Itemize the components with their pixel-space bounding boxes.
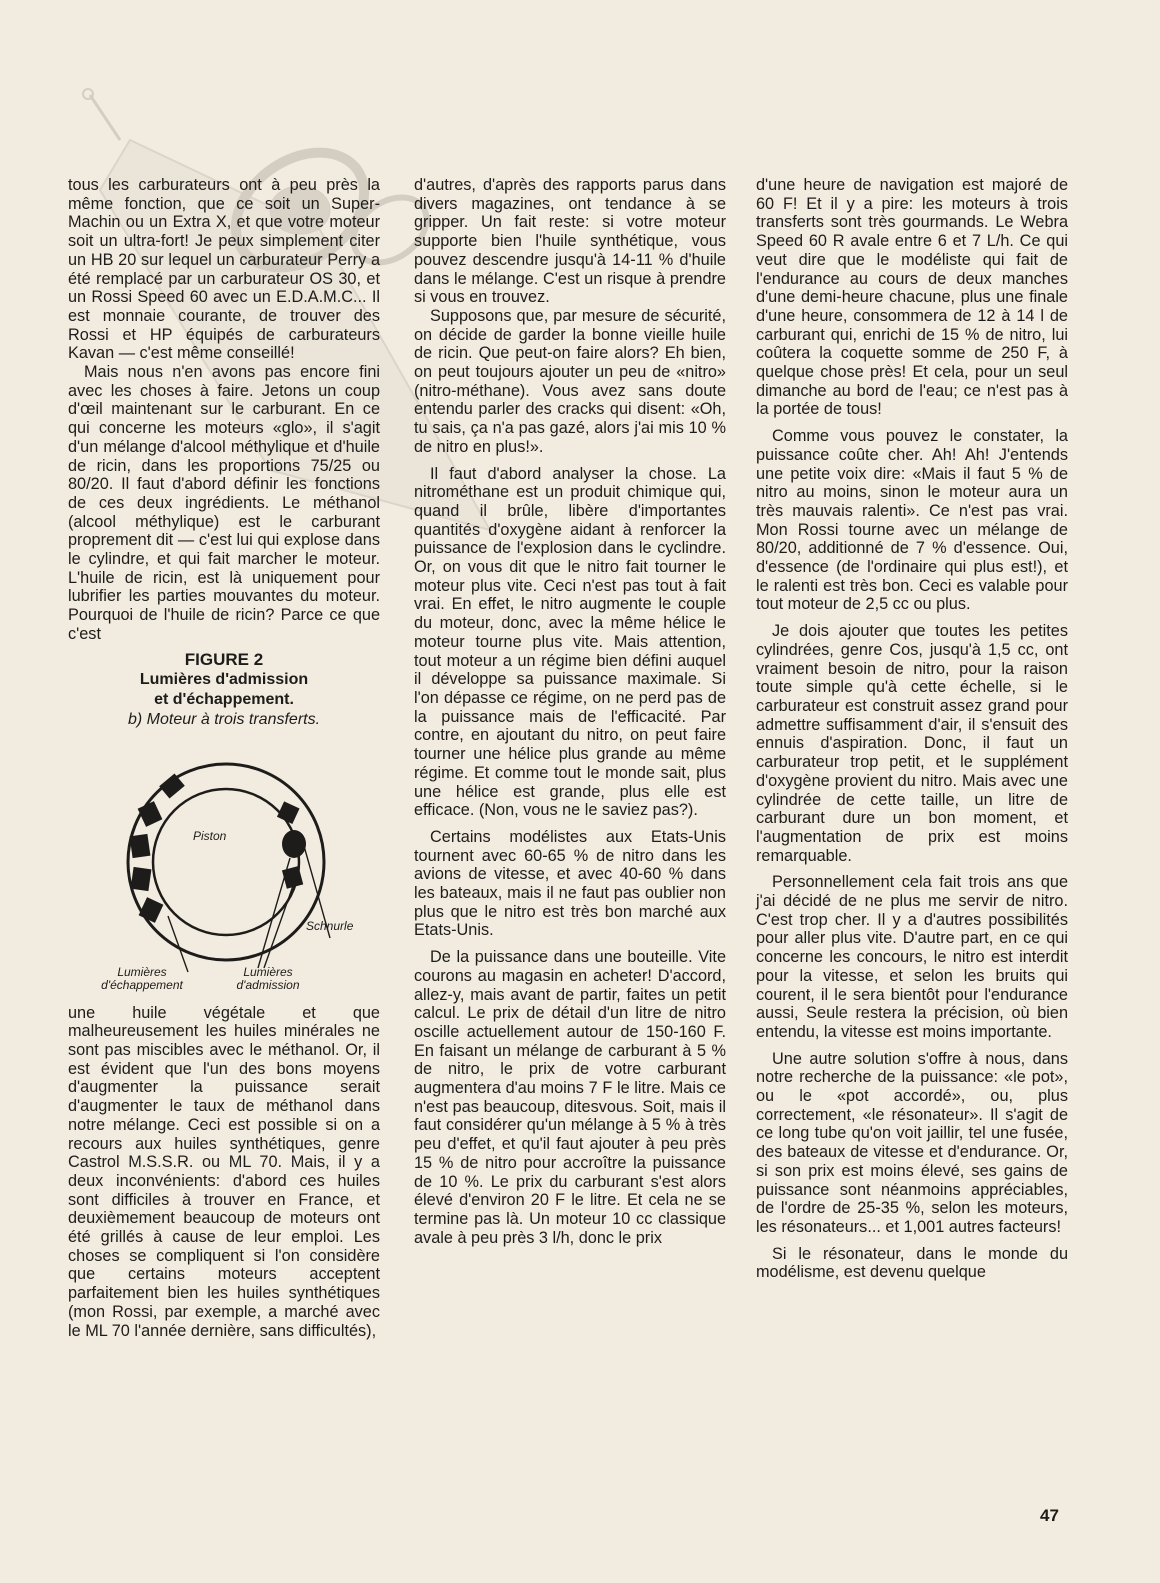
paragraph: Supposons que, par mesure de sécurité, on décide de garder la bonne vieille huile de ricin. Que peut-on faire alors? Eh bien, on peut toujours ajouter un peu de «nitro» (nitro-méthane). Vous avez sans doute entendu parler des cracks qui disent: «Oh, tu sais, ça n'a pas gazé, alors j'ai mis 10 % de nitro en plus!». — [414, 306, 726, 456]
exhaust-ports — [130, 773, 185, 922]
intake-ports — [277, 801, 306, 888]
paragraph: Mais nous n'en avons pas encore fini avec les choses à faire. Jetons un coup d'œil maintenant sur le carburant. En ce qui concerne les moteurs «glo», il s'agit d'un mélange d'alcool méthylique et d'huile de ricin, dans les proportions 75/25 ou 80/20. Il faut d'abord définir les fonctions de ces deux ingrédients. Le méthanol (alcool méthylique) est le carburant proprement dit — c'est lui qui explose dans le cylindre, et qui fait marcher le moteur. L'huile de ricin, est là uniquement pour lubrifier les parties mouvantes du moteur. Pourquoi de l'huile de ricin? Parce ce que c'est — [68, 363, 380, 643]
figure-subtitle-line-2: et d'échappement. — [154, 690, 294, 708]
paragraph: d'autres, d'après des rapports parus dans divers magazines, ont tendance à se gripper. Un fait reste: si votre moteur supporte bien l'huile synthétique, vous pouvez descendre jusqu'à 14-11 % d'huile dans le mélange. C'est un risque à prendre si vous en trouvez. — [414, 176, 726, 307]
label-exhaust-line-1: Lumières — [117, 964, 167, 979]
label-exhaust-ports — [82, 966, 202, 992]
diagram-svg — [68, 738, 380, 1000]
paragraph: Une autre solution s'offre à nous, dans notre recherche de la puissance: «le pot», ou le «pot accordé», ou, plus correctement, «le résonateur». Il s'agit de ce long tube qu'on voit jaillir, tel une fusée, des bateaux de vitesse et d'endurance. Or, si son prix est moins élevé, ses gains de puissance sont néanmoins appréciables, de l'ordre de 25-35 %, selon les moteurs, les résonateurs... et 1,001 autres facteurs! — [756, 1049, 1068, 1236]
exhaust-port — [159, 773, 185, 798]
cylinder-outline — [128, 764, 324, 960]
paragraph: Il faut d'abord analyser la chose. La nitrométhane est un produit chimique qui, quand il brûle, libère d'importantes quantités d'oxygène aidant à renforcer la puissance de l'explosion dans le cyclindre. Or, on vous dit que le nitro fait tourner le moteur plus vite. Ceci n'est pas tout à fait vrai. En effet, le nitro augmente le couple du moteur, donc, avec la même hélice le moteur tourne plus vite. Mais attention, tout moteur a un régime bien défini auquel il développe sa puissance maximale. Si l'on dépasse ce régime, on ne perd pas de la puissance mais de l'efficacité. Par contre, en ajoutant du nitro, on peut faire tourner une hélice plus grande au même régime. Et comme tout le monde sait, plus une hélice est grande, plus elle est efficace. (Non, vous ne le saviez pas?). — [414, 464, 726, 820]
intake-port — [282, 830, 306, 858]
paragraph: Comme vous pouvez le constater, la puissance coûte cher. Ah! Ah! J'entends une petite voix dire: «Mais il faut 5 % de nitro au moins, sinon le moteur aura un très mauvais ralenti». Ce n'est pas vrai. Mon Rossi tourne avec un mélange de 80/20, additionné de 7 % d'essence. Oui, d'essence (de l'ordinaire qui plus est!), et le ralenti est très bon. Ceci es valable pour tout moteur de 2,5 cc ou plus. — [756, 427, 1068, 614]
label-schnurle: Schnurle — [306, 918, 354, 933]
label-piston: Piston — [193, 828, 227, 843]
paragraph: Certains modélistes aux Etats-Unis tournent avec 60-65 % de nitro dans les avions de vitesse, et avec 40-60 % dans les bateaux, mais il ne faut pas oublier non plus que le nitro est très bon marché aux Etats-Unis. — [414, 827, 726, 940]
paragraph: Personnellement cela fait trois ans que j'ai décidé de ne plus me servir de nitro. C'est trop cher. Il y a d'autres possibilités pour aller plus vite. D'autre part, en ce qui concerne les concours, le nitro est interdit pour la vitesse, et selon les bruits qui courent, il le sera bientôt pour l'endurance aussi, Seule restera la précision, où bien entendu, la vitesse est moins importante. — [756, 873, 1068, 1041]
paragraph: Je dois ajouter que toutes les petites cylindrées, genre Cos, jusqu'à 1,5 cc, ont vraiment besoin de nitro, pour la raison toute simple qu'à cette échelle, si le carburateur est construit assez grand pour admettre suffisamment d'air, il s'ensuit des ennuis d'aspiration. Donc, il faut un carburateur trop petit, et le supplément d'oxygène provient du nitro. Mais avec une cylindrée de cette taille, un litre de carburant dure un bon moment, et l'augmentation de prix est moins remarquable. — [756, 622, 1068, 865]
label-intake-ports — [218, 966, 318, 992]
exhaust-port — [139, 897, 164, 923]
figure-title: FIGURE 2 — [184, 649, 264, 669]
label-exhaust-line-2: d'échappement — [101, 977, 183, 992]
exhaust-port — [130, 833, 151, 857]
label-intake-line-2: d'admission — [236, 977, 300, 992]
column-2 — [414, 176, 726, 1247]
label-intake-line-1: Lumières — [243, 964, 293, 979]
exhaust-port — [131, 866, 152, 890]
column-1 — [68, 176, 380, 1340]
figure-subtitle-line-1: Lumières d'admission — [139, 670, 309, 688]
page-number: 47 — [1040, 1506, 1059, 1525]
paragraph: une huile végétale et que malheureusement les huiles minérales ne sont pas miscibles avec le méthanol. Or, il est évident que l'un des bons moyens d'augmenter la puissance serait d'augmenter le taux de méthanol dans notre mélange. Ceci est possible si on a recours aux huiles synthétiques, genre Castrol M.S.S.R. ou ML 70. Mais, il y a deux inconvénients: d'abord ces huiles sont difficiles à trouver en France, et deuxièmement beaucoup de moteurs ont été grillés à cause de leur emploi. Les choses se compliquent si l'on considère que certains moteurs acceptent parfaitement bien les huiles synthétiques (mon Rossi, par exemple, a marché avec le ML 70 l'année dernière, sans difficultés), — [68, 1003, 380, 1340]
paragraph: tous les carburateurs ont à peu près la même fonction, que ce soit un Super-Machin ou un Extra X, et que votre moteur soit un ultra-fort! Je peux simplement citer un HB 20 sur lequel un carburateur Perry a été remplacé par un carburateur OS 30, et un Rossi Speed 60 avec un E.D.A.M.C... Il est monnaie courante, de trouver des Rossi et HP équipés de carburateurs Kavan — c'est même conseillé! — [68, 176, 380, 363]
figure-caption: b) Moteur à trois transferts. — [127, 710, 321, 728]
intake-leader — [258, 858, 290, 968]
paragraph: Si le résonateur, dans le monde du modélisme, est devenu quelque — [756, 1244, 1068, 1282]
piston-outline — [153, 789, 299, 935]
paragraph: d'une heure de navigation est majoré de 60 F! Et il y a pire: les moteurs à trois transferts sont très gourmands. Le Webra Speed 60 R avale entre 6 et 7 L/h. Ce qui veut dire que le modéliste qui fait de l'endurance au cours de deux manches d'une demi-heure chacune, plus une finale d'une heure, consommera de 12 à 14 l de carburant qui, enrichi de 15 % de nitro, lui coûtera la coquette somme de 250 F, à quelque chose près! Et cela, pour un seul dimanche au bord de l'eau; ce n'est pas à la portée de tous! — [756, 176, 1068, 419]
engine-ports-diagram — [68, 738, 380, 1000]
exhaust-port — [138, 801, 163, 827]
intake-port — [277, 801, 300, 824]
column-3 — [756, 176, 1068, 1282]
paragraph: De la puissance dans une bouteille. Vite courons au magasin en acheter! D'accord, allez-y, mais avant de partir, faites un petit calcul. Le prix de détail d'un litre de nitro oscille actuellement autour de 150-160 F. En faisant un mélange de carburant à 5 % de nitro, le prix de votre carburant augmentera d'au moins 7 F le litre. Mais ce n'est pas beaucoup, ditesvous. Soit, mais il faut considérer qu'un mélange à 5 % à très peu d'effet, et qu'il faut ajouter à peu près 15 % de nitro pour accroître la puissance de 10 %. Le prix du carburant s'est alors élevé d'environ 20 F le litre. Et cela ne se termine pas là. Un moteur 10 cc classique avale à peu près 3 l/h, donc le prix — [414, 948, 726, 1247]
